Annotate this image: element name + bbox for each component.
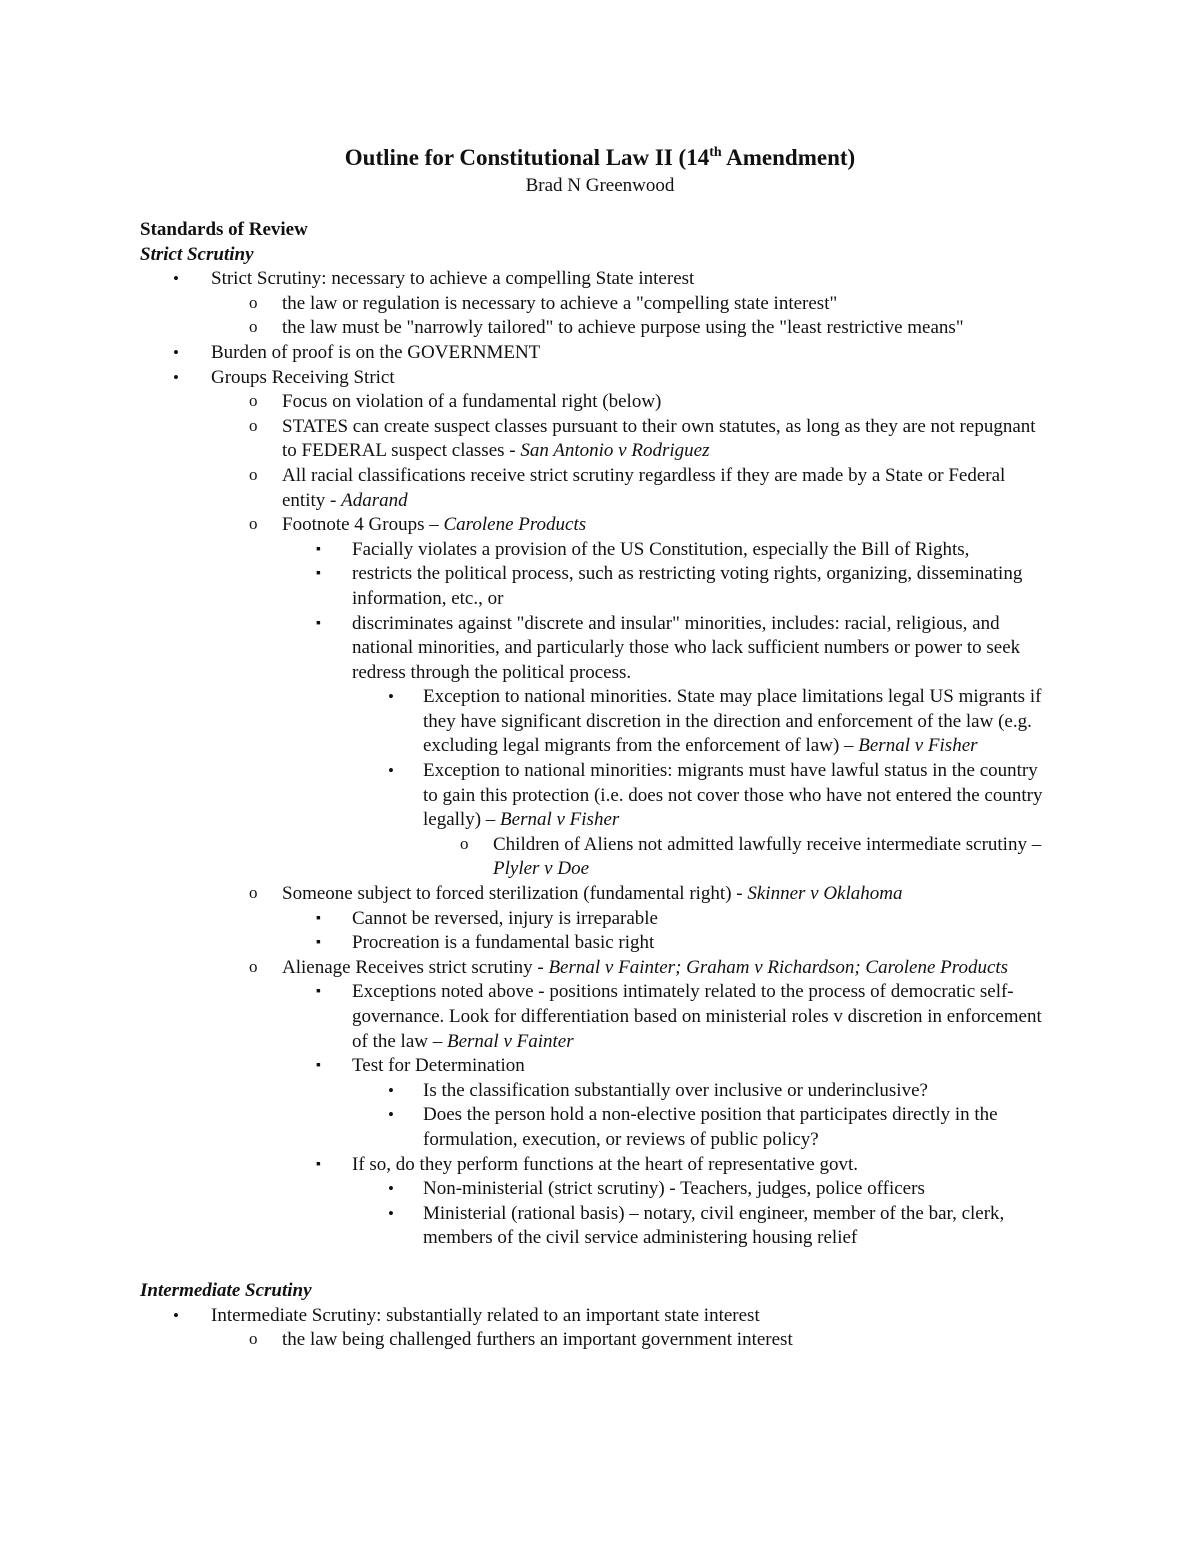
list-item <box>173 366 1050 1251</box>
case-citation: Adarand <box>341 489 408 511</box>
item-text: Exception to national minorities. State may place limitations legal US migrants if they have significant discretion in the direction and enforcement of the law (e.g. excluding legal migrants from the enforcement of law) – <box>423 686 1042 757</box>
square-marker: ▪ <box>316 935 321 951</box>
list-item <box>316 538 1050 563</box>
case-citation: Skinner v Oklahoma <box>747 883 903 905</box>
list-item <box>173 267 1050 341</box>
bullet-marker: • <box>388 687 394 707</box>
document-author: Brad N Greenwood <box>525 175 675 196</box>
square-marker: ▪ <box>316 910 321 926</box>
list-item <box>249 464 1050 513</box>
list-item <box>316 907 1050 932</box>
list-item <box>249 390 1050 415</box>
list-item <box>173 341 1050 366</box>
list-item <box>316 980 1050 1054</box>
list-item <box>460 833 1050 882</box>
item-text: Exception to national minorities: migrants must have lawful status in the country to gain this protection (i.e. does not cover those who have not entered the country legally) – <box>423 760 1043 831</box>
square-marker: ▪ <box>316 541 321 557</box>
item-text: Strict Scrutiny: necessary to achieve a compelling State interest <box>211 268 695 290</box>
item-text: Focus on violation of a fundamental right (below) <box>282 391 662 413</box>
item-text: All racial classifications receive strict scrutiny regardless if they are made by a State or Federal entity - <box>282 464 1006 511</box>
list-item <box>249 1328 1050 1353</box>
bullet-marker: • <box>388 1179 394 1199</box>
case-citation: Plyler v Doe <box>493 858 590 880</box>
subsection-heading-strict: Strict Scrutiny <box>140 243 254 265</box>
list-item <box>388 1177 1050 1202</box>
sub-list <box>211 1328 1050 1353</box>
item-text: STATES can create suspect classes pursuant to their own statutes, as long as they are not repugnant to FEDERAL suspect classes - <box>282 415 1036 462</box>
item-text: Children of Aliens not admitted lawfully receive intermediate scrutiny – <box>493 833 1042 855</box>
item-text: Non-ministerial (strict scrutiny) - Teachers, judges, police officers <box>423 1178 925 1200</box>
item-text: the law must be "narrowly tailored" to achieve purpose using the "least restrictive means" <box>282 317 964 339</box>
circle-marker: o <box>249 292 258 312</box>
section-spacer <box>140 1251 1050 1279</box>
bullet-marker: • <box>388 1105 394 1125</box>
item-text: the law being challenged furthers an important government interest <box>282 1329 793 1351</box>
list-item <box>316 562 1050 611</box>
title-text: Outline for Constitutional Law II (14 <box>344 145 710 170</box>
item-text: Cannot be reversed, injury is irreparable <box>352 907 658 929</box>
list-item <box>249 292 1050 317</box>
sub-list <box>352 1079 1050 1153</box>
item-text: Procreation is a fundamental basic right <box>352 932 655 954</box>
list-item <box>316 612 1050 883</box>
circle-marker: o <box>249 464 258 484</box>
case-citation: Bernal v Fainter <box>446 1030 574 1052</box>
square-marker: ▪ <box>316 1156 321 1172</box>
sub-list <box>352 685 1050 882</box>
bullet-marker: • <box>388 1203 394 1223</box>
list-item <box>249 882 1050 956</box>
sub-list <box>282 907 1050 956</box>
square-marker: ▪ <box>316 566 321 582</box>
title-text-end: Amendment) <box>721 145 856 170</box>
bullet-marker: • <box>173 269 179 289</box>
circle-marker: o <box>249 514 258 534</box>
bullet-marker: • <box>173 342 179 362</box>
item-text: If so, do they perform functions at the heart of representative govt. <box>352 1153 858 1175</box>
outline <box>140 218 1050 1353</box>
square-marker: ▪ <box>316 615 321 631</box>
item-text: Does the person hold a non-elective position that participates directly in the formulation, execution, or reviews of public policy? <box>423 1104 998 1150</box>
sub-list <box>282 980 1050 1251</box>
bullet-marker: • <box>173 1305 179 1325</box>
subsection-heading-intermediate: Intermediate Scrutiny <box>140 1279 312 1301</box>
item-text: Exceptions noted above - positions intimately related to the process of democratic self-governance. Look for differentiation based on ministerial roles v discretion in enforcement of the law – <box>352 981 1042 1052</box>
list-item <box>388 1103 1050 1152</box>
square-marker: ▪ <box>316 984 321 1000</box>
list-item <box>388 1202 1050 1251</box>
sub-list <box>352 1177 1050 1251</box>
list-item <box>249 316 1050 341</box>
circle-marker: o <box>249 956 258 976</box>
sub-list <box>211 292 1050 341</box>
document-title <box>0 144 1200 172</box>
list-item <box>249 956 1050 1251</box>
list-item <box>316 931 1050 956</box>
item-text: Ministerial (rational basis) – notary, civil engineer, member of the bar, clerk, members of the civil service administering housing relief <box>423 1202 1005 1249</box>
sub-list <box>282 538 1050 882</box>
item-text: Facially violates a provision of the US Constitution, especially the Bill of Rights, <box>352 538 970 560</box>
bullet-marker: • <box>173 367 179 387</box>
list-item <box>388 759 1050 882</box>
circle-marker: o <box>249 1329 258 1349</box>
case-citation: Bernal v Fisher <box>858 735 978 757</box>
list-item <box>249 513 1050 882</box>
bullet-marker: • <box>388 761 394 781</box>
item-text: the law or regulation is necessary to achieve a "compelling state interest" <box>282 292 838 314</box>
list-item <box>173 1304 1050 1353</box>
circle-marker: o <box>460 833 469 853</box>
circle-marker: o <box>249 391 258 411</box>
circle-marker: o <box>249 415 258 435</box>
section-heading: Standards of Review <box>140 219 308 240</box>
item-text: Groups Receiving Strict <box>211 366 395 388</box>
sub-list <box>423 833 1050 882</box>
case-citation: San Antonio v Rodriguez <box>520 440 710 462</box>
circle-marker: o <box>249 317 258 337</box>
strict-list <box>140 267 1050 1251</box>
item-text: discriminates against "discrete and insular" minorities, includes: racial, religious, and national minorities, and particularly those who lack sufficient numbers or power to seek redress through the political process. <box>352 612 1021 683</box>
item-text: Is the classification substantially over inclusive or underinclusive? <box>423 1079 928 1101</box>
list-item <box>388 1079 1050 1104</box>
square-marker: ▪ <box>316 1058 321 1074</box>
item-text: Footnote 4 Groups – <box>282 514 444 536</box>
item-text: Alienage Receives strict scrutiny - <box>282 956 549 978</box>
item-text: restricts the political process, such as restricting voting rights, organizing, disseminating information, etc., or <box>352 563 1023 609</box>
list-item <box>316 1153 1050 1251</box>
list-item <box>388 685 1050 759</box>
list-item <box>249 415 1050 464</box>
title-superscript: th <box>709 145 722 160</box>
item-text: Someone subject to forced sterilization (fundamental right) - <box>282 883 748 905</box>
item-text: Test for Determination <box>352 1055 525 1077</box>
bullet-marker: • <box>388 1080 394 1100</box>
case-citation: Bernal v Fainter; Graham v Richardson; Carolene Products <box>548 956 1009 978</box>
case-citation: Carolene Products <box>443 514 587 536</box>
circle-marker: o <box>249 883 258 903</box>
sub-list <box>211 390 1050 1251</box>
list-item <box>316 1054 1050 1152</box>
case-citation: Bernal v Fisher <box>500 809 620 831</box>
intermediate-list <box>140 1304 1050 1353</box>
item-text: Burden of proof is on the GOVERNMENT <box>211 341 541 363</box>
item-text: Intermediate Scrutiny: substantially related to an important state interest <box>211 1304 760 1326</box>
